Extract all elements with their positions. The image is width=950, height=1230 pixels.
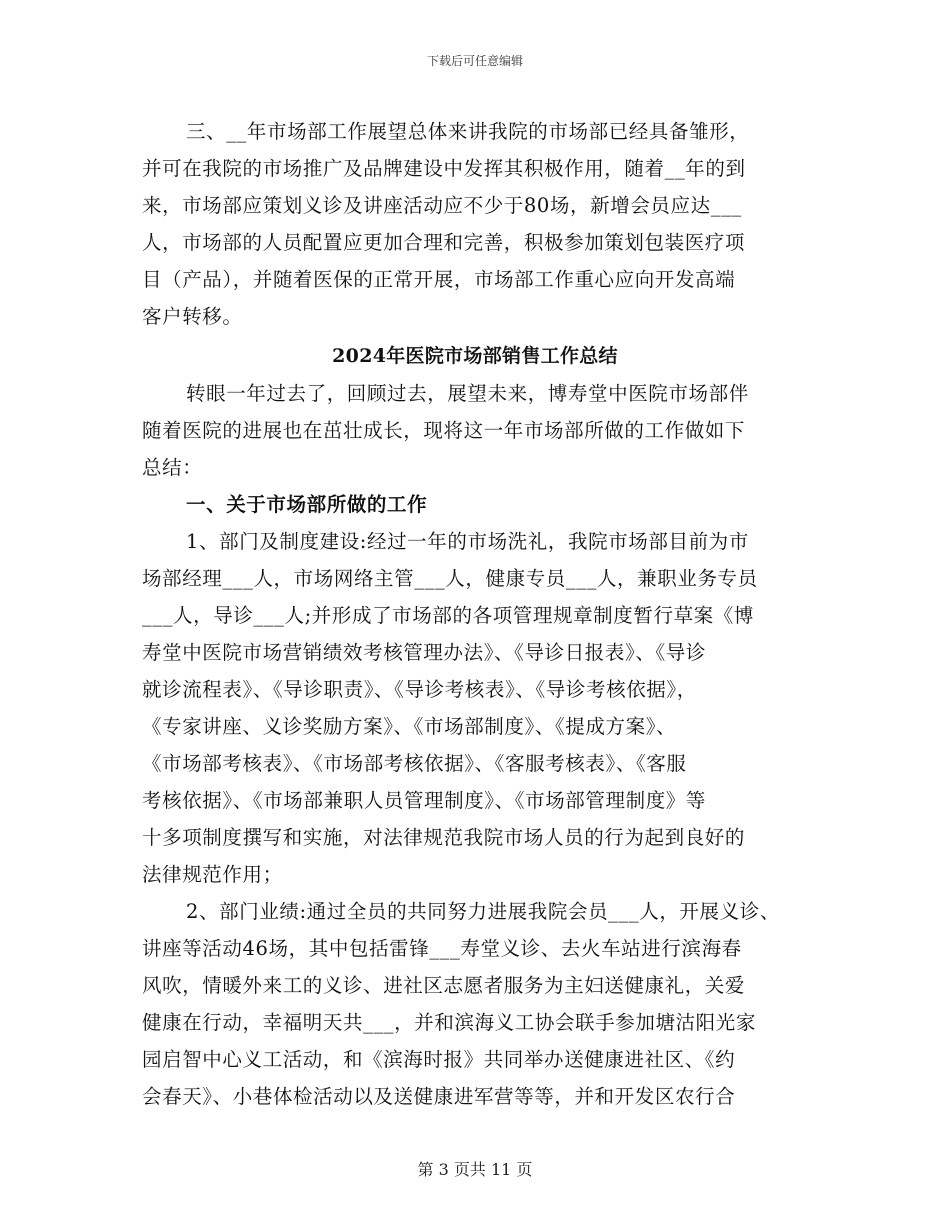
paragraph-line: 《市场部考核表》、《市场部考核依据》、《客服考核表》、《客服: [142, 752, 687, 775]
paragraph-line: 就诊流程表》、《导诊职责》、《导诊考核表》、《导诊考核依据》，: [142, 678, 697, 701]
paragraph-line: 寿堂中医院市场营销绩效考核管理办法》、《导诊日报表》、《导诊: [142, 641, 707, 664]
paragraph-line: 转眼一年过去了，回顾过去，展望未来，博寿堂中医院市场部伴: [186, 382, 749, 405]
paragraph-line: ___人，导诊___人;并形成了市场部的各项管理规章制度暂行草案《博: [142, 604, 754, 627]
paragraph-line: 讲座等活动46场，其中包括雷锋___寿堂义诊、去火车站进行滨海春: [142, 937, 742, 960]
section-heading: 一、关于市场部所做的工作: [186, 493, 428, 516]
paragraph-line: 总结：: [142, 456, 203, 479]
paragraph-line: 会春天》、小巷体检活动以及送健康进军营等等，并和开发区农行合: [142, 1085, 736, 1108]
paragraph-line: 健康在行动，幸福明天共___，并和滨海义工协会联手参加塘沽阳光家: [142, 1011, 756, 1034]
paragraph-line: 场部经理___人，市场网络主管___人，健康专员___人，兼职业务专员: [142, 567, 758, 590]
page-header: 下载后可任意编辑: [426, 54, 523, 68]
paragraph-line: 随着医院的进展也在茁壮成长，现将这一年市场部所做的工作做如下: [142, 419, 746, 442]
paragraph-line: 法律规范作用；: [142, 863, 283, 886]
paragraph-line: 十多项制度撰写和实施，对法律规范我院市场人员的行为起到良好的: [142, 826, 746, 849]
paragraph-line: 客户转移。: [142, 305, 243, 328]
paragraph-line: 1、部门及制度建设:经过一年的市场洗礼，我院市场部目前为市: [186, 530, 749, 553]
paragraph-line: 2、部门业绩:通过全员的共同努力进展我院会员___人，开展义诊、: [186, 900, 780, 923]
paragraph-line: 并可在我院的市场推广及品牌建设中发挥其积极作用，随着__年的到: [142, 157, 746, 180]
paragraph-line: 考核依据》、《市场部兼职人员管理制度》、《市场部管理制度》等: [142, 789, 707, 812]
document-title: 2024年医院市场部销售工作总结: [332, 345, 618, 367]
paragraph-line: 风吹，情暖外来工的义诊、进社区志愿者服务为主妇送健康礼，关爱: [142, 974, 746, 997]
paragraph-line: 三、__年市场部工作展望总体来讲我院的市场部已经具备雏形，: [186, 120, 750, 143]
paragraph-line: 来，市场部应策划义诊及讲座活动应不少于80场，新增会员应达___: [142, 194, 742, 217]
paragraph-line: 园启智中心义工活动，和《滨海时报》共同举办送健康进社区、《约: [142, 1048, 736, 1071]
paragraph-line: 《专家讲座、义诊奖励方案》、《市场部制度》、《提成方案》、: [142, 715, 677, 738]
paragraph-line: 人，市场部的人员配置应更加合理和完善，积极参加策划包装医疗项: [142, 231, 746, 254]
paragraph-line: 目（产品），并随着医保的正常开展，市场部工作重心应向开发高端: [142, 268, 736, 291]
page-footer: 第 3 页共 11 页: [417, 1160, 533, 1179]
